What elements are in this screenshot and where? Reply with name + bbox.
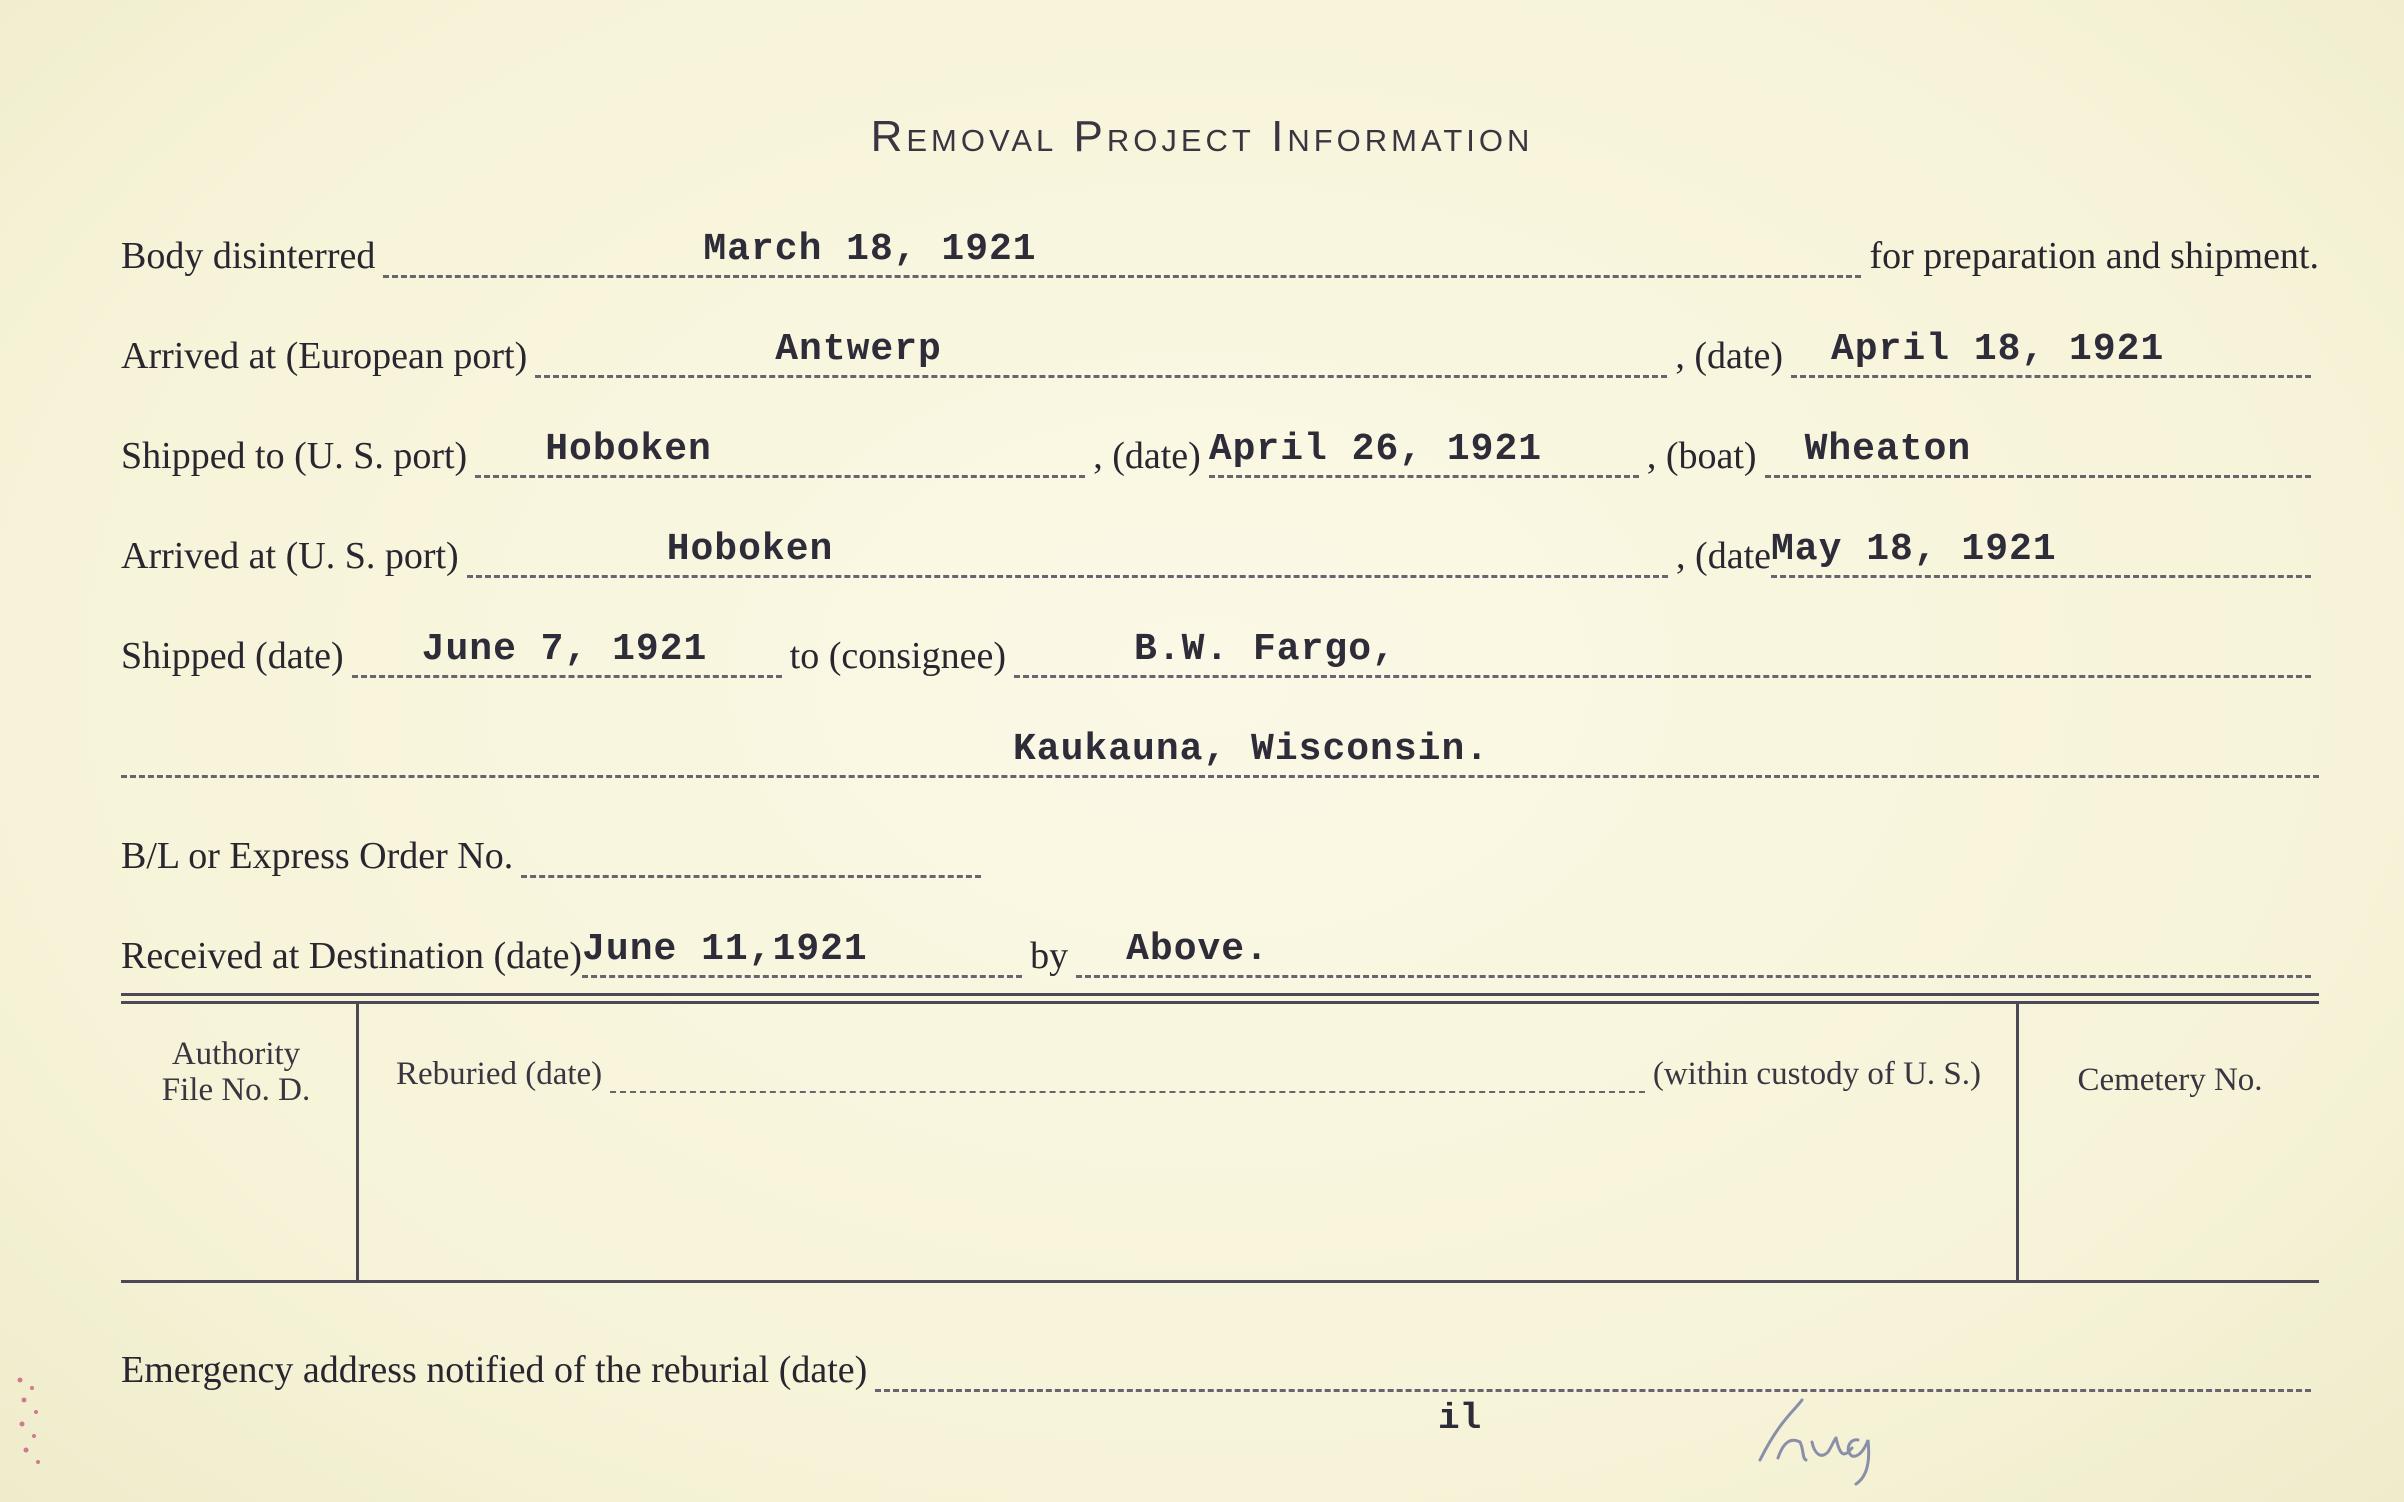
european-port-value: Antwerp — [775, 328, 942, 371]
shipped-us-port-field — [475, 428, 1085, 478]
pencil-initials — [1740, 1380, 1920, 1490]
box-top-rule-2 — [121, 1001, 2319, 1004]
shipped-us-port-value: Hoboken — [545, 428, 712, 471]
received-by-value: Above. — [1126, 928, 1269, 971]
box-divider-right — [2016, 1004, 2019, 1282]
row-shipped-consignee — [121, 618, 2319, 678]
authority-label-line2: File No. D. — [161, 1072, 311, 1108]
row-bl-order — [121, 818, 989, 878]
shipped-us-date-field — [1208, 428, 1639, 478]
preparation-shipment-label: for preparation and shipment. — [1869, 235, 2319, 277]
box-bottom-rule — [121, 1280, 2319, 1283]
body-disinterred-value: March 18, 1921 — [703, 228, 1037, 271]
consignee-address-value: Kaukauna, Wisconsin. — [1013, 728, 1490, 771]
bl-order-label: B/L or Express Order No. — [121, 835, 514, 877]
consignee-value: B.W. Fargo, — [1133, 628, 1396, 671]
bl-order-field — [521, 831, 981, 878]
arrived-us-date-field — [1771, 528, 2311, 578]
arrived-us-port-label: Arrived at (U. S. port) — [121, 535, 459, 577]
boat-field — [1765, 428, 2311, 478]
row-consignee-address — [121, 718, 2319, 778]
arrived-us-port-value: Hoboken — [666, 528, 834, 571]
row-shipped-us-port — [121, 418, 2319, 478]
consignee-address-field — [121, 728, 2319, 778]
shipped-date-value: June 7, 1921 — [421, 628, 708, 671]
received-by-field — [1076, 928, 2311, 978]
shipped-us-date-value: April 26, 1921 — [1208, 428, 1543, 471]
reburied-field — [610, 1061, 1645, 1093]
shipped-us-date-label: , (date) — [1093, 435, 1201, 477]
body-disinterred-field — [383, 228, 1861, 278]
consignee-label: to (consignee) — [789, 635, 1006, 677]
ink-dots-decoration — [10, 1370, 50, 1480]
row-received-destination — [121, 918, 2319, 978]
arrived-european-date-label: , (date) — [1675, 335, 1783, 377]
boat-label: , (boat) — [1646, 435, 1757, 477]
authority-label-line1: Authority — [171, 1036, 301, 1072]
row-emergency-address — [121, 1332, 2319, 1392]
reburied-label: Reburied (date) — [396, 1056, 603, 1092]
cemetery-no-label: Cemetery No. — [2077, 1062, 2263, 1098]
authority-file-label — [136, 1036, 336, 1108]
consignee-field — [1014, 628, 2311, 678]
form-title: Removal Project Information — [870, 112, 1534, 161]
emergency-address-field — [875, 1345, 2311, 1392]
boat-value: Wheaton — [1804, 428, 1972, 471]
shipped-us-port-label: Shipped to (U. S. port) — [121, 435, 468, 477]
arrived-us-date-label: , (date — [1676, 535, 1771, 577]
row-arrived-european-port — [121, 318, 2319, 378]
arrived-us-port-field — [467, 528, 1668, 578]
arrived-european-date-field — [1791, 328, 2311, 378]
received-date-field — [582, 928, 1022, 978]
custody-label: (within custody of U. S.) — [1652, 1056, 1981, 1092]
emergency-address-label: Emergency address notified of the reburial (date) — [121, 1349, 868, 1391]
row-arrived-us-port — [121, 518, 2319, 578]
received-destination-label: Received at Destination (date) — [121, 935, 583, 977]
received-date-value: June 11,1921 — [582, 928, 868, 971]
arrived-european-port-label: Arrived at (European port) — [121, 335, 528, 377]
reburied-row — [396, 1056, 1981, 1093]
arrived-european-date-value: April 18, 1921 — [1831, 328, 2165, 371]
box-top-rule-1 — [121, 993, 2319, 996]
row-body-disinterred — [121, 218, 2319, 278]
box-divider-left — [356, 1004, 359, 1282]
shipped-date-field — [352, 628, 782, 678]
shipped-date-label: Shipped (date) — [121, 635, 344, 677]
body-disinterred-label: Body disinterred — [121, 235, 376, 277]
european-port-field — [535, 328, 1667, 378]
stamp-mark: il — [1438, 1398, 1482, 1439]
received-by-label: by — [1030, 935, 1069, 977]
arrived-us-date-value: May 18, 1921 — [1771, 528, 2057, 571]
